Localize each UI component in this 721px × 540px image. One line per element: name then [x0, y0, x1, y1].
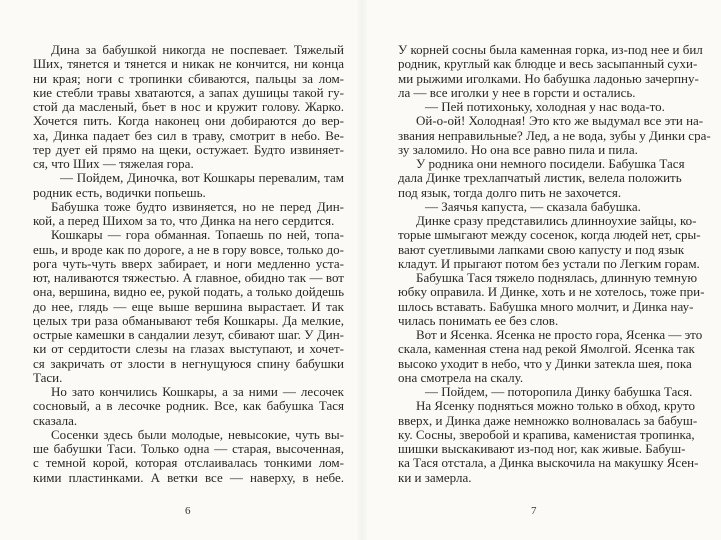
text-line: Таси.	[33, 369, 63, 385]
text-line: кой, а перед Шихом за то, что Динка на него сердится.	[33, 213, 335, 228]
text-line: сосновый, а в лесочке родник. Все, как бабушка Тася	[33, 398, 344, 414]
text-line: вают суетливыми лапками свою капусту и под язык	[398, 241, 685, 257]
text-line: ла — все иголки у нее в горсти и остались.	[398, 84, 636, 100]
book-gutter	[356, 0, 368, 540]
paragraph	[398, 398, 699, 485]
text-line: шишки выскакивают из-под ног, как живые. Бабуш-	[398, 441, 686, 456]
text-line: дала Динке трехлапчатый листик, велела положить	[398, 170, 682, 186]
text-line: стой да масленый, бьет в нос и кружит голову. Жарко.	[33, 99, 344, 114]
text-line: под язык, тогда долго пить не захочется.	[398, 184, 622, 200]
paragraph	[33, 43, 344, 171]
right-page-text	[398, 42, 711, 485]
paragraph	[398, 42, 703, 100]
text-line: родник, круглый как блюдце и весь засыпанный сухи-	[398, 56, 698, 72]
text-line: Кошкары — гора обманная. Топаешь по ней, топа-	[51, 227, 344, 243]
paragraph	[398, 270, 705, 328]
paragraph	[33, 171, 344, 200]
text-line: вверх, и Динка даже немножко волновалась за бабуш-	[398, 412, 698, 428]
text-line: шлось вставать. Бабушка много молчит, и Динка нау-	[398, 298, 694, 314]
text-line: она, вершина, видно ее, рукой подать, а только дойдешь	[33, 284, 344, 300]
text-line: Сосенки здесь были молодые, невысокие, чуть вы-	[51, 426, 344, 442]
text-line: сказала.	[33, 412, 78, 428]
paragraph	[33, 200, 344, 229]
text-line: У корней сосны была каменная горка, из-под нее и бил	[398, 42, 703, 57]
text-line: На Ясенку подняться можно только в обход, круто	[416, 398, 696, 414]
text-line: Дина за бабушкой никогда не поспевает. Тяжелый	[51, 42, 344, 57]
text-line: она смотрела на скалу.	[398, 369, 524, 385]
text-line: Ой-о-ой! Холодная! Это кто же выдумал все эти на-	[416, 113, 704, 129]
text-line: Хочется пить. Когда наконец они добираются до вер-	[33, 113, 344, 129]
text-line: ка Тася отстала, а Динка выскочила на макушку Ясен-	[398, 455, 699, 471]
text-line: скала, каменная стена над рекой Ямолгой. Ясенка так	[398, 341, 695, 357]
paragraph	[33, 428, 344, 485]
text-line: звания неправильные? Лед, а не вода, зубы у Динки сра-	[398, 127, 711, 143]
text-line: ешь, и вроде как по дороге, а не в гору вовсе, только до-	[33, 241, 344, 257]
paragraph	[398, 327, 703, 385]
page-number-left: 6	[185, 505, 191, 517]
text-line: рога чуть-чуть вверх забирает, и ноги медленно уста-	[33, 255, 344, 271]
text-line: ся закричать от злости в негнущуюся спину бабушки	[33, 355, 344, 371]
text-line: кладут. И прыгают потом без устали по Легким горам.	[398, 255, 700, 271]
paragraph	[398, 384, 693, 399]
text-line: Бабушка Тася тяжело поднялась, длинную темную	[416, 270, 698, 285]
text-line: торые шмыгают между сосенок, когда людей нет, сры-	[398, 227, 701, 243]
paragraph	[398, 113, 711, 157]
text-line: ни края; ноги с тропинки сбиваются, пальцы за лом-	[33, 70, 344, 86]
text-line: Бабушка тоже будто извиняется, но не перед Дин-	[51, 198, 344, 214]
text-line: Ших, тянется и тянется и никак не кончится, ни конца	[33, 56, 344, 72]
text-line: ки от сердитости слезы на глазах выступают, и хочет-	[33, 341, 344, 357]
text-line: кие стебли травы хватаются, а запах душицы такой гу-	[33, 84, 344, 100]
text-line: ку. Сосны, зверобой и крапива, каменистая тропинка,	[398, 426, 695, 442]
text-line: Но зато кончились Кошкары, а за ними — лесочек	[51, 384, 344, 399]
text-line: — Заячья капуста, — сказала бабушка.	[425, 198, 641, 214]
paragraph	[33, 228, 344, 385]
paragraph	[398, 156, 685, 200]
text-line: ся, что Ших — тяжелая гора.	[33, 156, 194, 171]
text-line: ют, наливаются тяжестью. А главное, обидно так — вот	[33, 270, 344, 285]
text-line: юбку оправила. И Динке, хоть и не хотелось, тоже при-	[398, 284, 705, 300]
paragraph	[398, 213, 701, 271]
text-line: Вот и Ясенка. Ясенка не просто гора, Ясенка — это	[416, 327, 703, 342]
text-line: ха, Динка падает без сил в траву, смотрит в небо. Ве-	[33, 127, 344, 143]
text-line: ми рыжими иголками. Но бабушка ладонью зачерпну-	[398, 70, 699, 86]
text-line: чилась понимать ее без слов.	[398, 312, 559, 328]
text-line: ше бабушки Таси. Только одна — старая, высоченная,	[33, 441, 344, 456]
text-line: У родника они немного посидели. Бабушка Тася	[416, 156, 685, 171]
text-line: — Пойдем, — поторопила Динку бабушка Тася.	[425, 384, 693, 399]
text-line: тер дует ей прямо на щеки, остужает. Будто извиняет-	[33, 141, 344, 157]
left-page-text	[33, 43, 344, 485]
page-number-right: 7	[531, 505, 537, 517]
text-line: родник есть, водички попьешь.	[33, 184, 206, 200]
text-line: — Пойдем, Диночка, вот Кошкары перевалим, там	[60, 170, 344, 186]
paragraph	[33, 385, 344, 428]
text-line: острые камешки в сандалии лезут, сбивают шаг. У Дин-	[33, 327, 344, 342]
text-line: зу заломило. Но она все равно пила и пила.	[398, 141, 638, 157]
text-line: — Пей потихоньку, холодная у нас вода-то.	[425, 99, 665, 114]
text-line: кими пластинками. А ветки все — наверху, в небе.	[33, 469, 344, 485]
text-line: Динке сразу представились длинноухие зайцы, ко-	[416, 213, 697, 228]
text-line: высоко уходит в небо, что у Динки затекла шея, пока	[398, 355, 692, 371]
text-line: ки и замерла.	[398, 469, 472, 485]
paragraph	[398, 200, 671, 214]
paragraph	[398, 100, 671, 114]
text-line: до нее, глядь — еще выше вершина вырастает. И так	[33, 298, 344, 314]
text-line: целых три раза обманывают тебя Кошкары. Да мелкие,	[33, 312, 344, 328]
text-line: с темной корой, которая отслаивалась тонкими лом-	[33, 455, 344, 471]
